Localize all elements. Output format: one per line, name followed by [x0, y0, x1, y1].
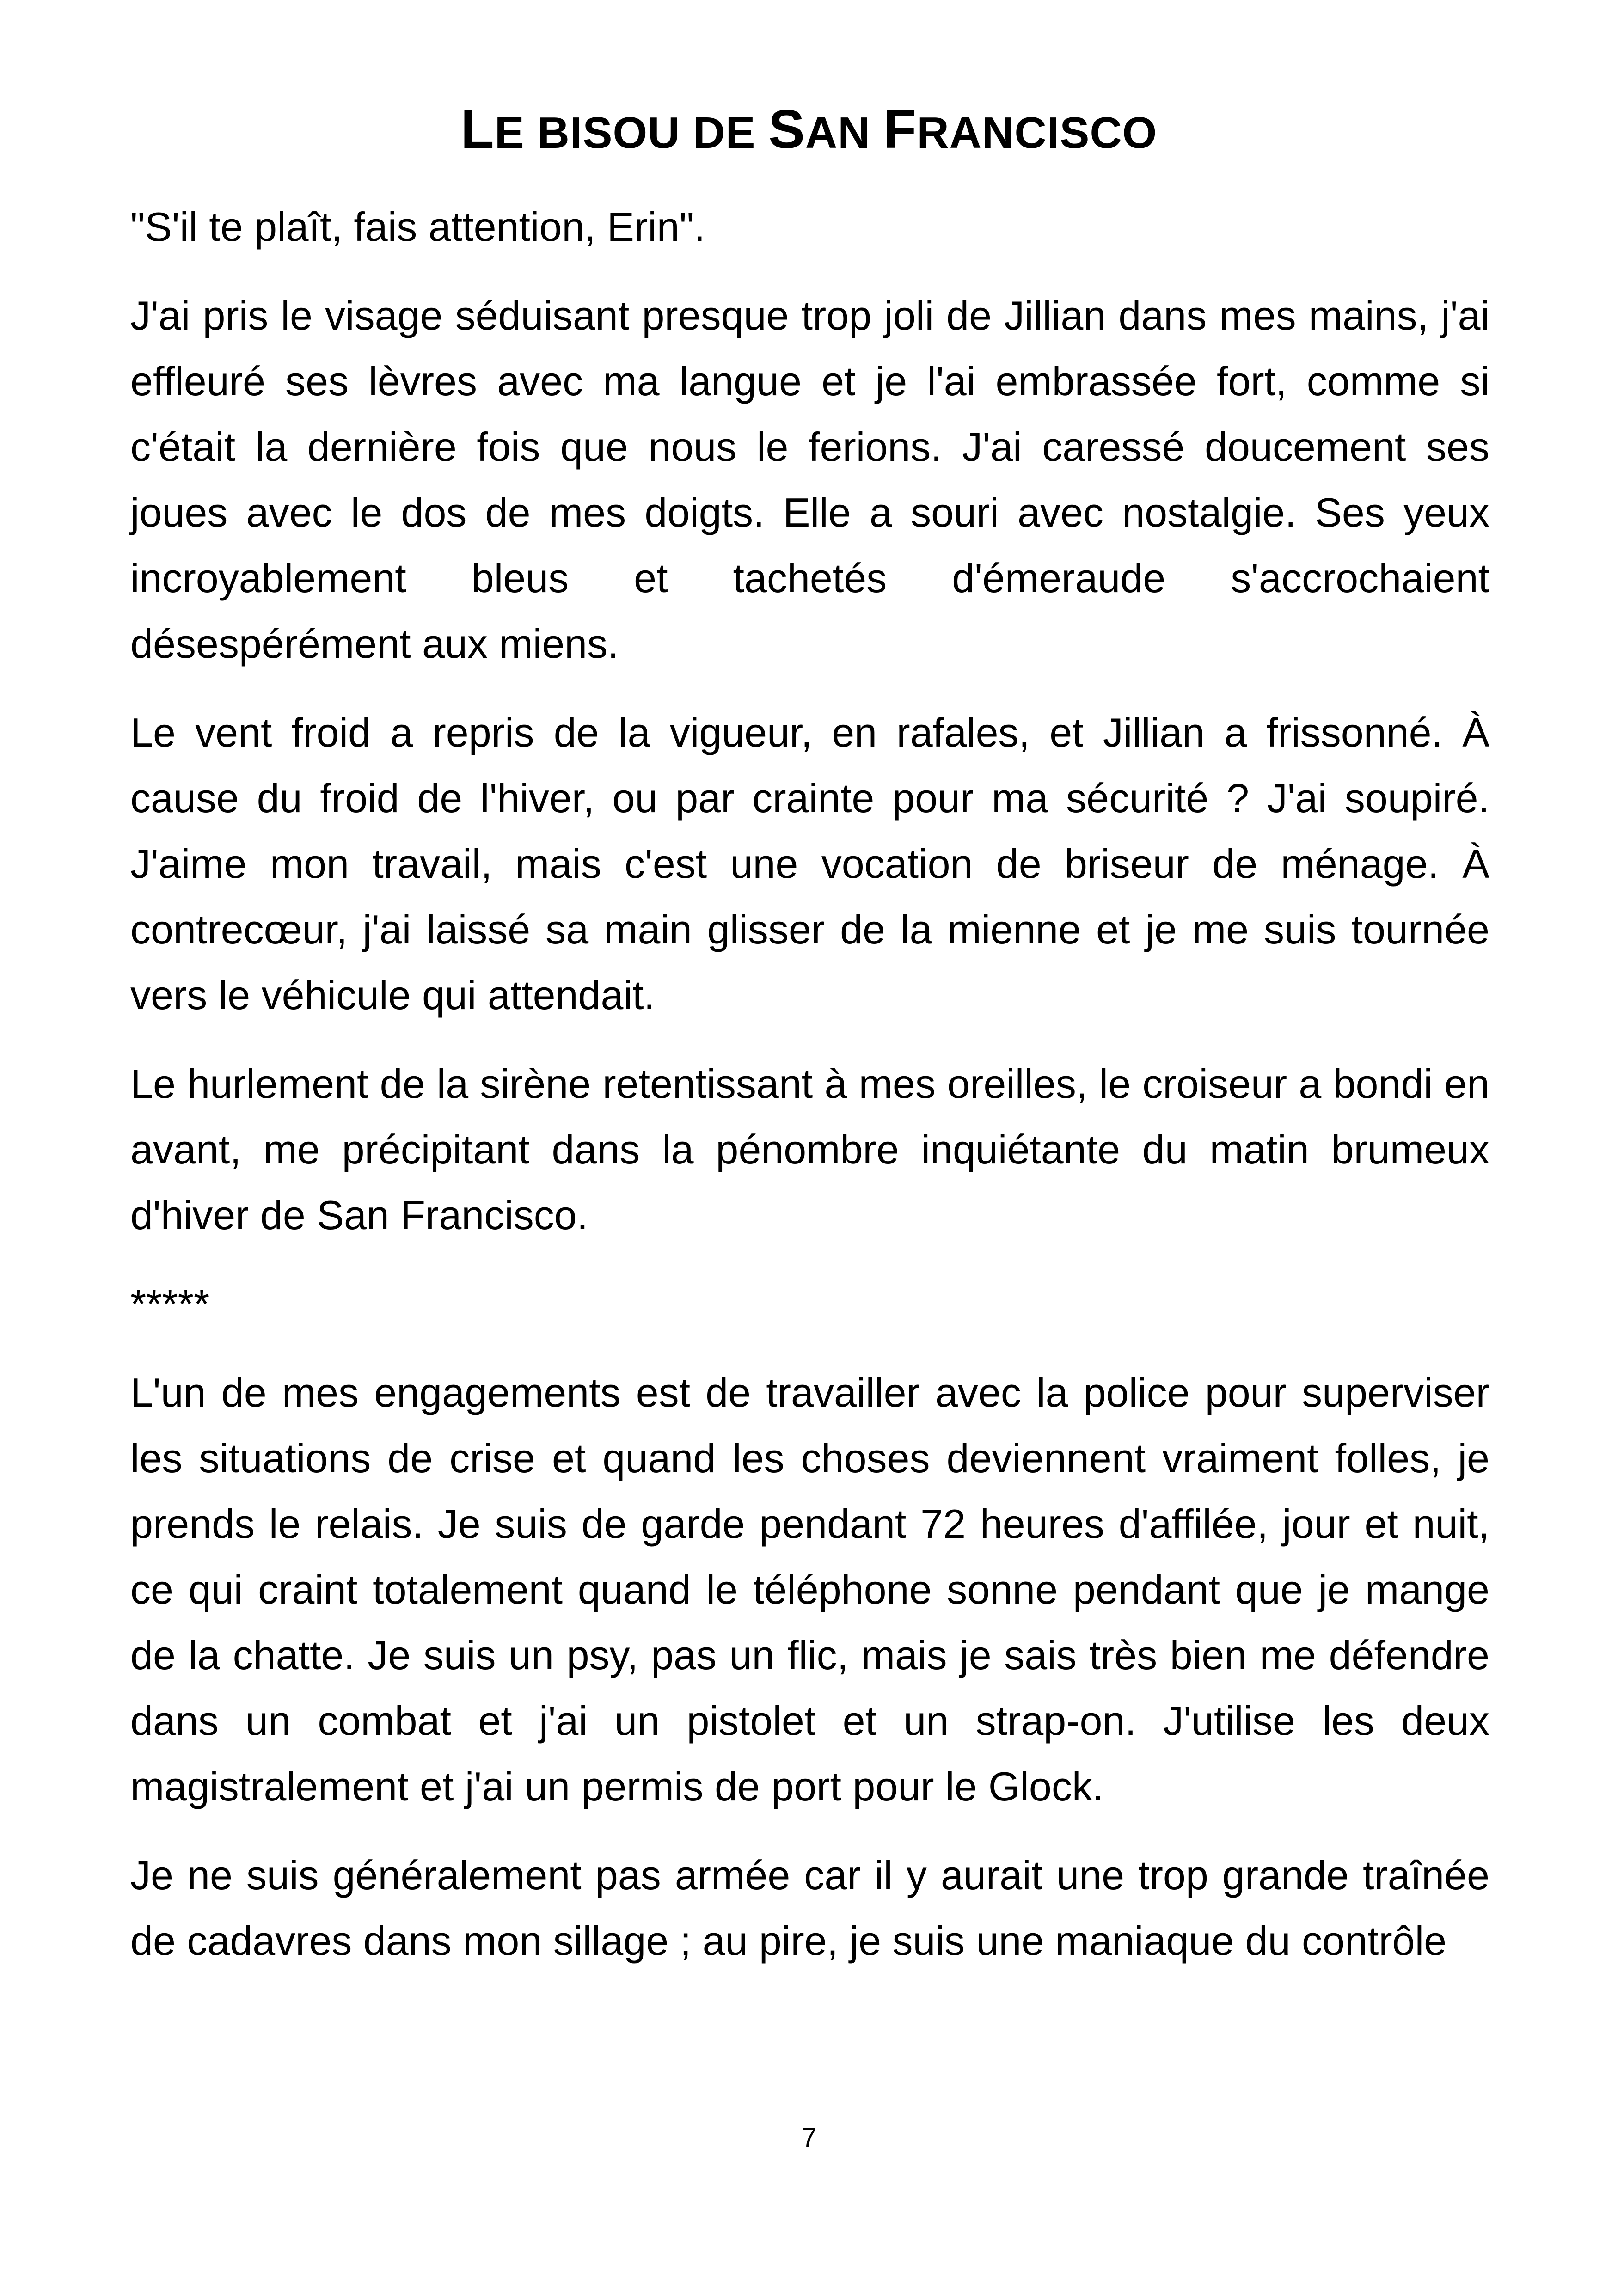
paragraph-engagements: L'un de mes engagements est de travailler avec la police pour superviser les situations de crise et quand les choses deviennent vraiment folles, je prends le relais. Je suis de garde pendant 72 heures d'affilée, jour et nuit, ce qui craint totalement quand le téléphone sonne pendant que je mange de la chatte. Je suis un psy, pas un flic, mais je sais très bien me défendre dans un combat et j'ai un pistolet et un strap-on. J'utilise les deux magistralement et j'ai un permis de port pour le Glock.	[130, 1370, 1489, 1809]
body-text	[130, 194, 1489, 1997]
paragraph-siren: Le hurlement de la sirène retentissant à mes oreilles, le croiseur a bondi en avant, me précipitant dans la pénombre inquiétante du matin brumeux d'hiver de San Francisco.	[130, 1061, 1489, 1238]
paragraph-dialogue: "S'il te plaît, fais attention, Erin".	[130, 204, 705, 250]
paragraph-armed: Je ne suis généralement pas armée car il y aurait une trop grande traînée de cadavres dans mon sillage ; au pire, je suis une maniaque du contrôle	[130, 1852, 1489, 1964]
title-part-bisou: E BISOU DE	[494, 108, 769, 158]
paragraph-wind: Le vent froid a repris de la vigueur, en rafales, et Jillian a frissonné. À cause du froid de l'hiver, ou par crainte pour ma sécurité ? J'ai soupiré. J'aime mon travail, mais c'est une vocation de briseur de ménage. À contrecœur, j'ai laissé sa main glisser de la mienne et je me suis tournée vers le véhicule qui attendait.	[130, 710, 1489, 1018]
page-number: 7	[801, 2122, 817, 2153]
title-part-an: AN	[805, 108, 883, 158]
paragraph-kiss: J'ai pris le visage séduisant presque trop joli de Jillian dans mes mains, j'ai effleuré ses lèvres avec ma langue et je l'ai embrassée fort, comme si c'était la dernière fois que nous le ferions. J'ai caressé doucement ses joues avec le dos de mes doigts. Elle a souri avec nostalgie. Ses yeux incroyablement bleus et tachetés d'émeraude s'accrochaient désespérément aux miens.	[130, 293, 1489, 667]
title-part-rancisco: RANCISCO	[917, 108, 1158, 158]
chapter-title	[0, 92, 1618, 170]
scene-break: *****	[130, 1281, 210, 1327]
title-initial-l: L	[460, 99, 495, 160]
title-initial-f: F	[883, 99, 917, 160]
title-initial-s: S	[768, 99, 805, 160]
